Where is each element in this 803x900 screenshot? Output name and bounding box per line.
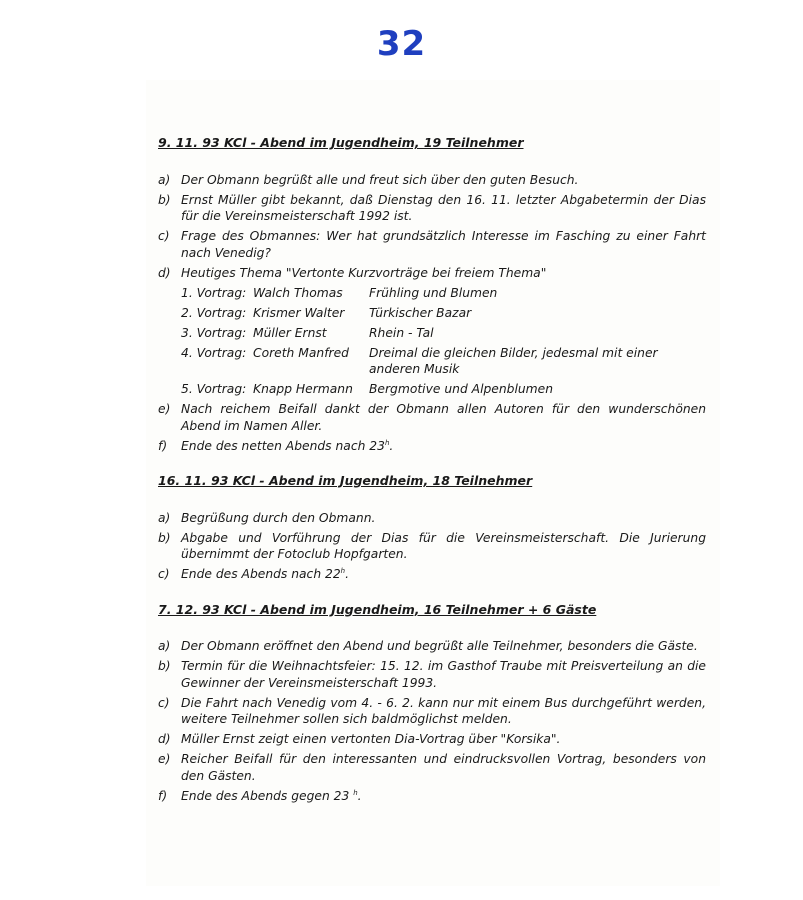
meeting-heading: 9. 11. 93 KCl - Abend im Jugendheim, 19 Teilnehmer (158, 135, 524, 150)
item-label: f) (158, 788, 168, 803)
item-text-main: Ende des Abends gegen 23 (181, 788, 354, 803)
list-item (158, 510, 706, 527)
talk-topic: Bergmotive und Alpenblumen (369, 382, 554, 396)
list-item (158, 788, 706, 805)
list-item (158, 228, 706, 261)
meeting-section-2 (158, 473, 706, 583)
item-text-tail: . (389, 438, 394, 453)
talk-row (181, 325, 706, 342)
list-item (158, 638, 706, 655)
item-label: c) (158, 695, 170, 710)
hour-superscript: h (340, 566, 346, 575)
item-label: d) (158, 265, 171, 280)
talk-speaker: Knapp Hermann (253, 382, 353, 396)
item-text: Der Obmann begrüßt alle und freut sich über den guten Besuch. (181, 172, 579, 187)
item-label: b) (158, 192, 171, 207)
item-label: a) (158, 510, 171, 525)
item-text-main: Ende des netten Abends nach 23 (181, 438, 385, 453)
item-text: Heutiges Thema "Vertonte Kurzvorträge bei freiem Thema" (181, 265, 547, 280)
item-text-tail: . (357, 788, 362, 803)
item-text (181, 788, 706, 805)
meeting-section-1 (158, 135, 706, 454)
hour-superscript: h (384, 438, 390, 447)
list-item (158, 172, 706, 189)
item-text: Der Obmann eröffnet den Abend und begrüßt alle Teilnehmer, besonders die Gäste. (181, 639, 698, 653)
item-label: b) (158, 530, 171, 545)
talk-number: 1. Vortrag: (181, 285, 247, 300)
item-label: b) (158, 659, 171, 673)
list-item (158, 658, 706, 691)
item-text: Termin für die Weihnachtsfeier: 15. 12. im Gasthof Traube mit Preisverteilung an die Gewinner der Vereinsmeisterschaft 1993. (181, 659, 706, 690)
talk-number: 5. Vortrag: (181, 382, 247, 396)
list-item (158, 438, 706, 455)
list-item (158, 695, 706, 728)
item-label: a) (158, 639, 171, 653)
meeting-heading: 7. 12. 93 KCl - Abend im Jugendheim, 16 Teilnehmer + 6 Gäste (158, 601, 597, 617)
talk-list (181, 285, 706, 398)
page-number: 32 (376, 24, 427, 64)
list-item (158, 751, 706, 784)
item-label: a) (158, 172, 171, 187)
talk-number: 3. Vortrag: (181, 325, 247, 340)
item-text (181, 566, 706, 583)
list-item (158, 530, 706, 563)
item-text: Nach reichem Beifall dankt der Obmann allen Autoren für den wunderschönen Abend im Namen Aller. (181, 402, 706, 433)
talk-row (181, 381, 706, 398)
list-item (158, 566, 706, 583)
item-label: e) (158, 402, 171, 416)
item-label: d) (158, 732, 171, 746)
list-item (158, 265, 706, 282)
item-text: Reicher Beifall für den interessanten und eindrucksvollen Vortrag, besonders von den Gästen. (181, 752, 706, 783)
item-text: Begrüßung durch den Obmann. (181, 510, 376, 525)
item-text-main: Ende des Abends nach 22 (181, 567, 341, 581)
talk-topic: Dreimal die gleichen Bilder, jedesmal mit einer anderen Musik (369, 345, 658, 376)
talk-speaker: Coreth Manfred (253, 345, 349, 360)
talk-row (181, 285, 706, 302)
hour-superscript: h (353, 788, 358, 797)
list-item (158, 192, 706, 225)
talk-row (181, 305, 706, 322)
list-item (158, 731, 706, 748)
meeting-heading: 16. 11. 93 KCl - Abend im Jugendheim, 18 Teilnehmer (158, 473, 533, 488)
talk-topic: Türkischer Bazar (369, 305, 472, 320)
document-body (158, 135, 706, 823)
talk-speaker: Krismer Walter (253, 305, 345, 320)
talk-number: 2. Vortrag: (181, 305, 247, 320)
item-text: Frage des Obmannes: Wer hat grundsätzlich Interesse im Fasching zu einer Fahrt nach Venedig? (181, 229, 706, 260)
item-label: f) (158, 438, 168, 453)
item-label: e) (158, 752, 171, 766)
list-item (158, 401, 706, 434)
item-label: c) (158, 229, 170, 243)
item-label: c) (158, 567, 170, 581)
talk-speaker: Walch Thomas (253, 285, 343, 300)
talk-topic: Rhein - Tal (369, 325, 434, 340)
talk-topic: Frühling und Blumen (369, 285, 498, 300)
meeting-section-3 (158, 602, 706, 805)
item-text: Die Fahrt nach Venedig vom 4. - 6. 2. kann nur mit einem Bus durchgeführt werden, weitere Teilnehmer sollen sich baldmöglichst melden. (181, 695, 706, 726)
item-text: Ernst Müller gibt bekannt, daß Dienstag den 16. 11. letzter Abgabetermin der Dias für die Vereinsmeisterschaft 1992 ist. (181, 192, 706, 223)
talk-number: 4. Vortrag: (181, 345, 247, 360)
item-text-tail: . (345, 567, 350, 581)
item-text: Abgabe und Vorführung der Dias für die Vereinsmeisterschaft. Die Jurierung übernimmt der Fotoclub Hopfgarten. (181, 530, 706, 561)
talk-speaker: Müller Ernst (253, 325, 327, 340)
item-text (181, 438, 706, 455)
item-text: Müller Ernst zeigt einen vertonten Dia-Vortrag über "Korsika". (181, 732, 561, 746)
talk-row (181, 345, 706, 378)
